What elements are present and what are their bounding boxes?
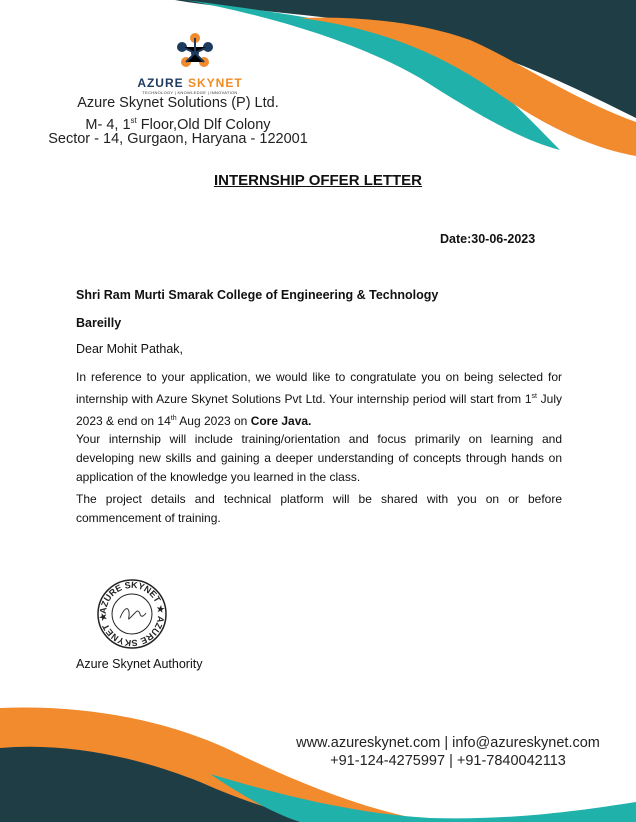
company-address-line2: M- 4, 1st Floor,Old Dlf Colony — [85, 116, 271, 133]
footer-web-email: www.azureskynet.com | info@azureskynet.com — [296, 735, 600, 751]
letter-date: Date:30-06-2023 — [440, 232, 536, 246]
paragraph-offer: In reference to your application, we would like to congratulate you on being selected for internship with Azure Skynet Solutions Pvt Ltd. Your internship period will start from 1st July 2023 & end on 14th Aug 2023 on Core Java. — [76, 370, 562, 428]
signature-mark — [120, 609, 146, 619]
brand-word-skynet: SKYNET — [188, 76, 243, 90]
salutation: Dear Mohit Pathak, — [76, 342, 183, 356]
brand-word-azure: AZURE — [137, 76, 184, 90]
company-name: Azure Skynet Solutions (P) Ltd. — [77, 95, 279, 111]
company-seal-stamp — [96, 578, 168, 650]
signatory-label: Azure Skynet Authority — [76, 657, 203, 671]
paragraph-project: The project details and technical platform will be shared with you on or before commencement of training. — [76, 492, 562, 525]
seal-text: AZURE SKYNET ★ AZURE SKYNET ★ — [97, 579, 167, 649]
letter-title: INTERNSHIP OFFER LETTER — [213, 172, 423, 189]
brand-tagline: TECHNOLOGY | KNOWLEDGE | INNOVATION — [142, 90, 238, 95]
paragraph-training: Your internship will include training/orientation and focus primarily on learning and developing new skills and gaining a deeper understanding of concepts through hands on application of the knowledge you learned in the class. — [76, 432, 562, 484]
footer-phones: +91-124-4275997 | +91-7840042113 — [330, 753, 566, 769]
company-address-line3: Sector - 14, Gurgaon, Haryana - 122001 — [48, 131, 308, 147]
recipient-college: Shri Ram Murti Smarak College of Engineering & Technology — [76, 288, 439, 302]
brand-name — [120, 76, 260, 90]
recipient-city: Bareilly — [76, 316, 122, 330]
